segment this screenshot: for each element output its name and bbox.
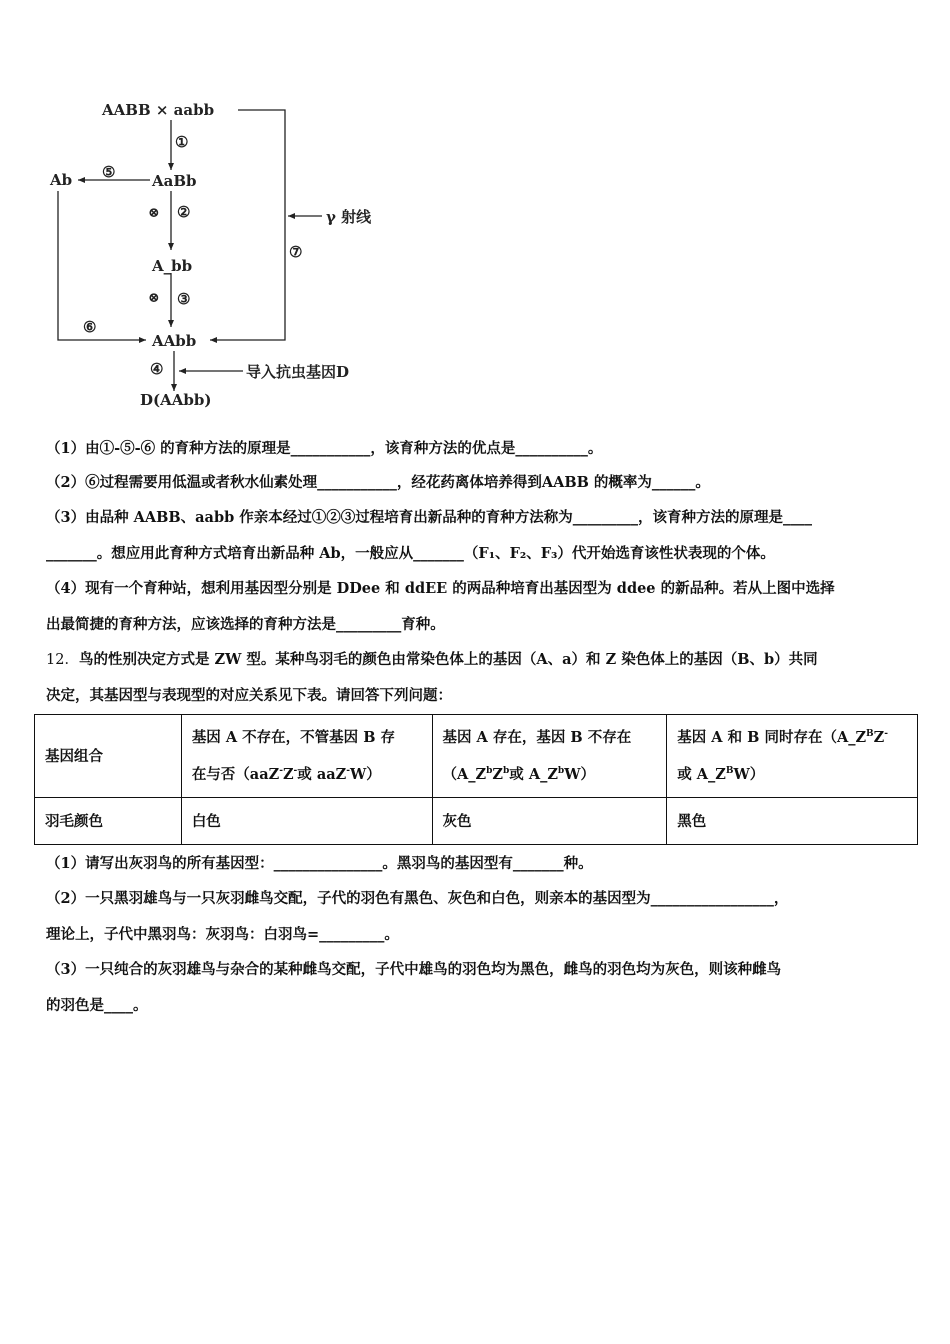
f1-label: AaBb bbox=[152, 172, 197, 190]
step6-label: ⑥ bbox=[83, 318, 97, 336]
aabb-label: AAbb bbox=[152, 332, 197, 350]
step7-label: ⑦ bbox=[289, 243, 303, 261]
self-cross-symbol: ⊗ bbox=[148, 205, 160, 221]
q12-part3-cont: 的羽色是____。 bbox=[46, 997, 148, 1014]
q11-part2: （2）⑥过程需要用低温或者秋水仙素处理___________，经花药离体培养得到AABB 的概率为______。 bbox=[46, 474, 710, 491]
step5-label: ⑤ bbox=[102, 163, 116, 181]
gene-import-label: 导入抗虫基因D bbox=[246, 363, 350, 381]
table-cell: 白色 bbox=[181, 798, 432, 845]
arrow-step6 bbox=[58, 191, 146, 340]
q11-part4-cont: 出最简捷的育种方法，应该选择的育种方法是_________育种。 bbox=[46, 616, 445, 633]
self-cross-symbol: ⊗ bbox=[148, 290, 160, 306]
q12-intro-cont: 决定，其基因型与表现型的对应关系见下表。请回答下列问题： bbox=[46, 687, 452, 704]
q12-intro-text: 鸟的性别决定方式是 ZW 型。某种鸟羽毛的颜色由常染色体上的基因（A、a）和 Z 染色体上的基因（B、b）共同 bbox=[78, 651, 818, 668]
step4-label: ④ bbox=[150, 360, 164, 378]
table-cell: 基因 A 和 B 同时存在（$A\_Z^BZ^-$ 或 $A\_Z^BW$） bbox=[667, 715, 918, 798]
table-cell: 基因 A 存在，基因 B 不存在 （$A\_Z^bZ^b$或 $A\_Z^bW$） bbox=[432, 715, 667, 798]
arrow-step7 bbox=[210, 110, 285, 340]
table-cell: 黑色 bbox=[667, 798, 918, 845]
step1-label: ① bbox=[175, 133, 189, 151]
q12-part3: （3）一只纯合的灰羽雄鸟与杂合的某种雌鸟交配，子代中雄鸟的羽色均为黑色，雌鸟的羽色均为灰色，则该种雌鸟 bbox=[46, 961, 782, 978]
table-header-cell: 基因组合 bbox=[35, 715, 182, 798]
gamma-label: γ 射线 bbox=[326, 208, 372, 226]
table-cell: 基因 A 不存在，不管基因 B 存 在与否（aaZ-Z-或 aaZ-W） bbox=[181, 715, 432, 798]
question-number: 12． bbox=[46, 652, 79, 668]
table-cell: 灰色 bbox=[432, 798, 667, 845]
ab-label: Ab bbox=[50, 171, 73, 189]
table-header-cell: 羽毛颜色 bbox=[35, 798, 182, 845]
table-row bbox=[35, 798, 918, 845]
q12-part2: （2）一只黑羽雄鸟与一只灰羽雌鸟交配，子代的羽色有黑色、灰色和白色，则亲本的基因型为_________________， bbox=[46, 890, 789, 907]
parents-label: AABB × aabb bbox=[102, 101, 215, 119]
dfinal-label: D(AAbb) bbox=[140, 391, 212, 409]
f2-label: A_bb bbox=[152, 257, 193, 275]
q11-part3-cont: _______。想应用此育种方式培育出新品种 Ab，一般应从_______（F₁、F₂、F₃）代开始选育该性状表现的个体。 bbox=[46, 545, 775, 562]
table-row bbox=[35, 715, 918, 798]
q12-part2-cont: 理论上，子代中黑羽鸟：灰羽鸟：白羽鸟=_________。 bbox=[46, 926, 399, 943]
q11-part4: （4）现有一个育种站，想利用基因型分别是 DDee 和 ddEE 的两品种培育出基因型为 ddee 的新品种。若从上图中选择 bbox=[46, 580, 835, 597]
step3-label: ③ bbox=[177, 290, 191, 308]
q11-part1: （1）由①-⑤-⑥ 的育种方法的原理是___________，该育种方法的优点是__________。 bbox=[46, 440, 603, 457]
genotype-table bbox=[34, 714, 918, 845]
step2-label: ② bbox=[177, 203, 191, 221]
breeding-diagram bbox=[40, 95, 400, 420]
q11-part3: （3）由品种 AABB、aabb 作亲本经过①②③过程培育出新品种的育种方法称为_________，该育种方法的原理是____ bbox=[46, 509, 813, 526]
q12-part1: （1）请写出灰羽鸟的所有基因型：_______________。黑羽鸟的基因型有_______种。 bbox=[46, 855, 593, 872]
q12-intro bbox=[46, 648, 818, 669]
